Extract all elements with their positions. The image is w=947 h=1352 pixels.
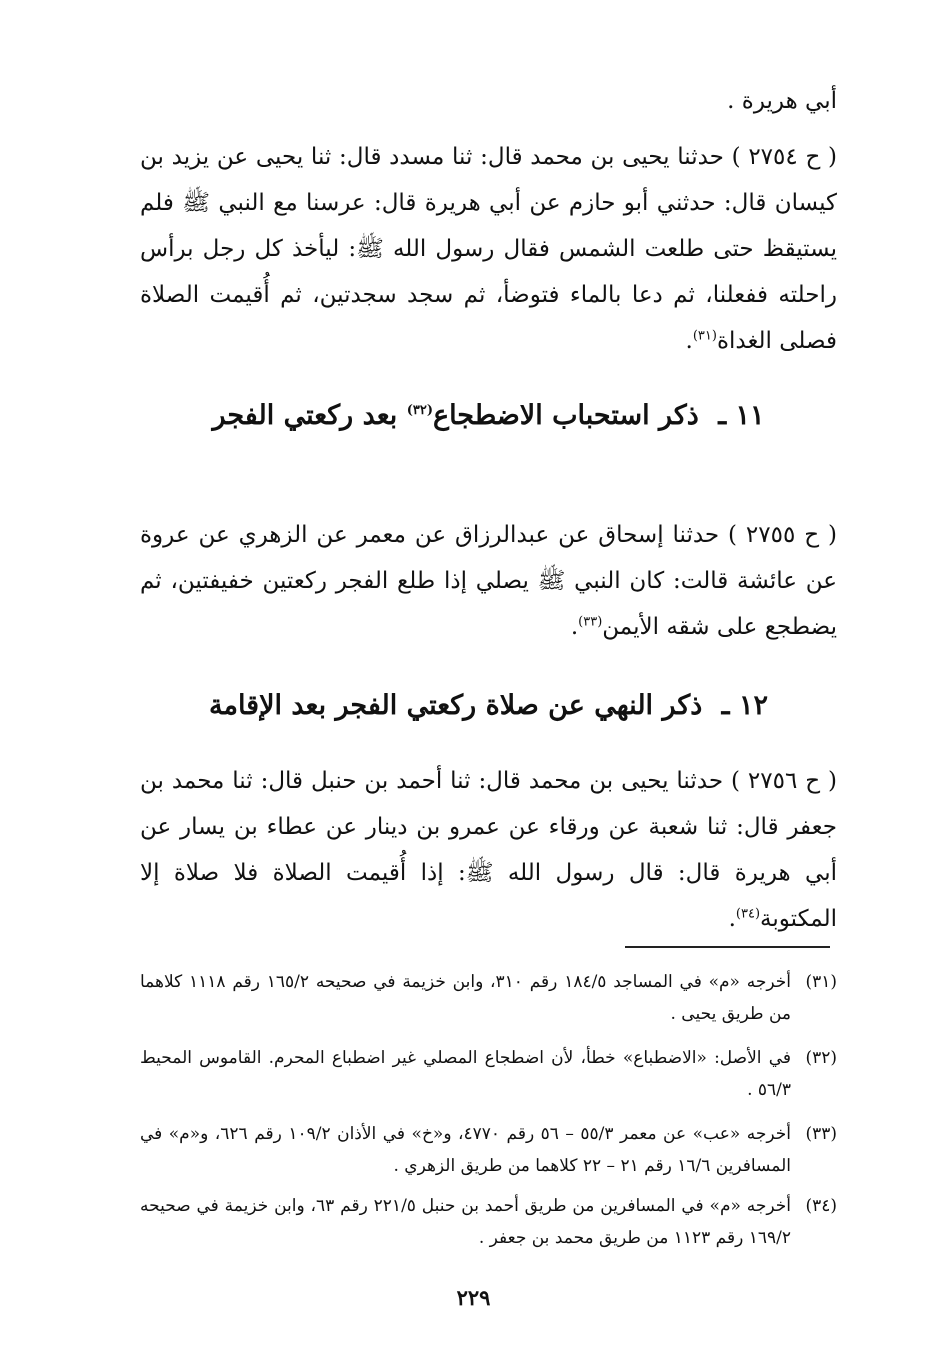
footnote-separator <box>625 946 830 948</box>
footnote-34-number: (٣٤) <box>805 1196 837 1216</box>
hadith-2756-text: ( ح ٢٧٥٦ ) حدثنا يحيى بن محمد قال: ثنا أحمد بن حنبل قال: ثنا محمد بن جعفر قال: ثنا شعبة عن ورقاء عن عمرو بن دينار عن عطاء بن يسار عن أبي هريرة قال: قال رسول الله ﷺ: إذا أُقيمت الصلاة فلا صلاة إلا المكتوبة <box>140 768 837 932</box>
page-number: ٢٢٩ <box>456 1285 491 1310</box>
section-heading-11 <box>140 400 837 431</box>
footnote-31-number: (٣١) <box>805 972 837 992</box>
footnote-ref-31: (٣١) <box>692 328 717 344</box>
hadith-2754-text: ( ح ٢٧٥٤ ) حدثنا يحيى بن محمد قال: ثنا مسدد قال: ثنا يحيى عن يزيد بن كيسان قال: حدثني أبو حازم عن أبي هريرة قال: عرسنا مع النبي ﷺ فلم يستيقظ حتى طلعت الشمس فقال رسول الله ﷺ: ليأخذ كل رجل برأس راحلته ففعلنا، ثم دعا بالماء فتوضأ، ثم سجد سجدتين، ثم أُقيمت الصلاة فصلى <box>140 144 837 354</box>
heading-11-text-b: بعد ركعتي الفجر <box>212 400 398 431</box>
footnote-ref-32: (٣٢) <box>406 403 433 418</box>
footnote-32-number: (٣٢) <box>805 1048 837 1068</box>
footnote-31-text: أخرجه «م» في المساجد ١٨٤/٥ رقم ٣١٠، وابن خزيمة في صحيحه ١٦٥/٢ رقم ١١١٨ كلاهما من طريق يحيى . <box>140 972 791 1024</box>
footnote-33 <box>140 1118 837 1182</box>
hadith-2756: ( ح ٢٧٥٦ ) حدثنا يحيى بن محمد قال: ثنا أحمد بن حنبل قال: ثنا محمد بن جعفر قال: ثنا شعبة عن ورقاء عن عمرو بن دينار عن عطاء بن يسار عن أبي هريرة قال: قال رسول الله ﷺ: إذا أُقيمت الصلاة فلا صلاة إلا المكتوبة$^{(٣٤)}$. <box>140 768 837 932</box>
footnote-34 <box>140 1190 837 1254</box>
hadith-2754-end: الغداة <box>716 328 772 354</box>
hadith-2754: ( ح ٢٧٥٤ ) حدثنا يحيى بن محمد قال: ثنا مسدد قال: ثنا يحيى عن يزيد بن كيسان قال: حدثني أبو حازم عن أبي هريرة قال: عرسنا مع النبي ﷺ فلم يستيقظ حتى طلعت الشمس فقال رسول الله ﷺ: ليأخذ كل رجل برأس راحلته ففعلنا، ثم دعا بالماء فتوضأ، ثم سجد سجدتين، ثم أُقيمت الصلاة فصلى الغداة$^{(٣١)}$. <box>140 144 837 354</box>
hadith-2755-text: ( ح ٢٧٥٥ ) حدثنا إسحاق عن عبدالرزاق عن معمر عن الزهري عن عروة عن عائشة قالت: كان النبي ﷺ يصلي إذا طلع الفجر ركعتين خفيفتين، ثم يضطجع على شقه الأيمن <box>140 522 837 640</box>
continuation-text: أبي هريرة . <box>727 88 837 114</box>
footnote-ref-34: (٣٤) <box>735 906 761 922</box>
heading-12-number: ١٢ ـ <box>721 690 768 721</box>
section-heading-12 <box>140 690 837 721</box>
footnote-32-text: في الأصل: «الاضطباع» خطأ، لأن اضطجاع المصلي غير اضطباع المحرم. القاموس المحيط ٥٦/٣ . <box>140 1048 791 1100</box>
footnote-33-number: (٣٣) <box>805 1124 837 1144</box>
hadith-2755: ( ح ٢٧٥٥ ) حدثنا إسحاق عن عبدالرزاق عن معمر عن الزهري عن عروة عن عائشة قالت: كان النبي ﷺ يصلي إذا طلع الفجر ركعتين خفيفتين، ثم يضطجع على شقه الأيمن$^{(٣٣)}$. <box>140 522 837 640</box>
heading-11-number: ١١ ـ <box>718 400 765 431</box>
footnote-32 <box>140 1042 837 1106</box>
continuation-line <box>140 78 837 124</box>
heading-12-text: ذكر النهي عن صلاة ركعتي الفجر بعد الإقامة <box>209 690 703 721</box>
heading-11-text-a: ذكر استحباب الاضطجاع <box>432 400 699 431</box>
footnote-31 <box>140 966 837 1030</box>
footnote-ref-33: (٣٣) <box>578 614 603 630</box>
footnote-34-text: أخرجه «م» في المسافرين من طريق أحمد بن حنبل ٢٢١/٥ رقم ٦٣، وابن خزيمة في صحيحه ١٦٩/٢ رقم ١١٢٣ من طريق محمد بن جعفر . <box>140 1196 791 1248</box>
footnote-33-text: أخرجه «عب» عن معمر ٥٥/٣ – ٥٦ رقم ٤٧٧٠، و«خ» في الأذان ١٠٩/٢ رقم ٦٢٦، و«م» في المسافرين ١٦/٦ رقم ٢١ – ٢٢ كلاهما من طريق الزهري . <box>140 1124 791 1176</box>
